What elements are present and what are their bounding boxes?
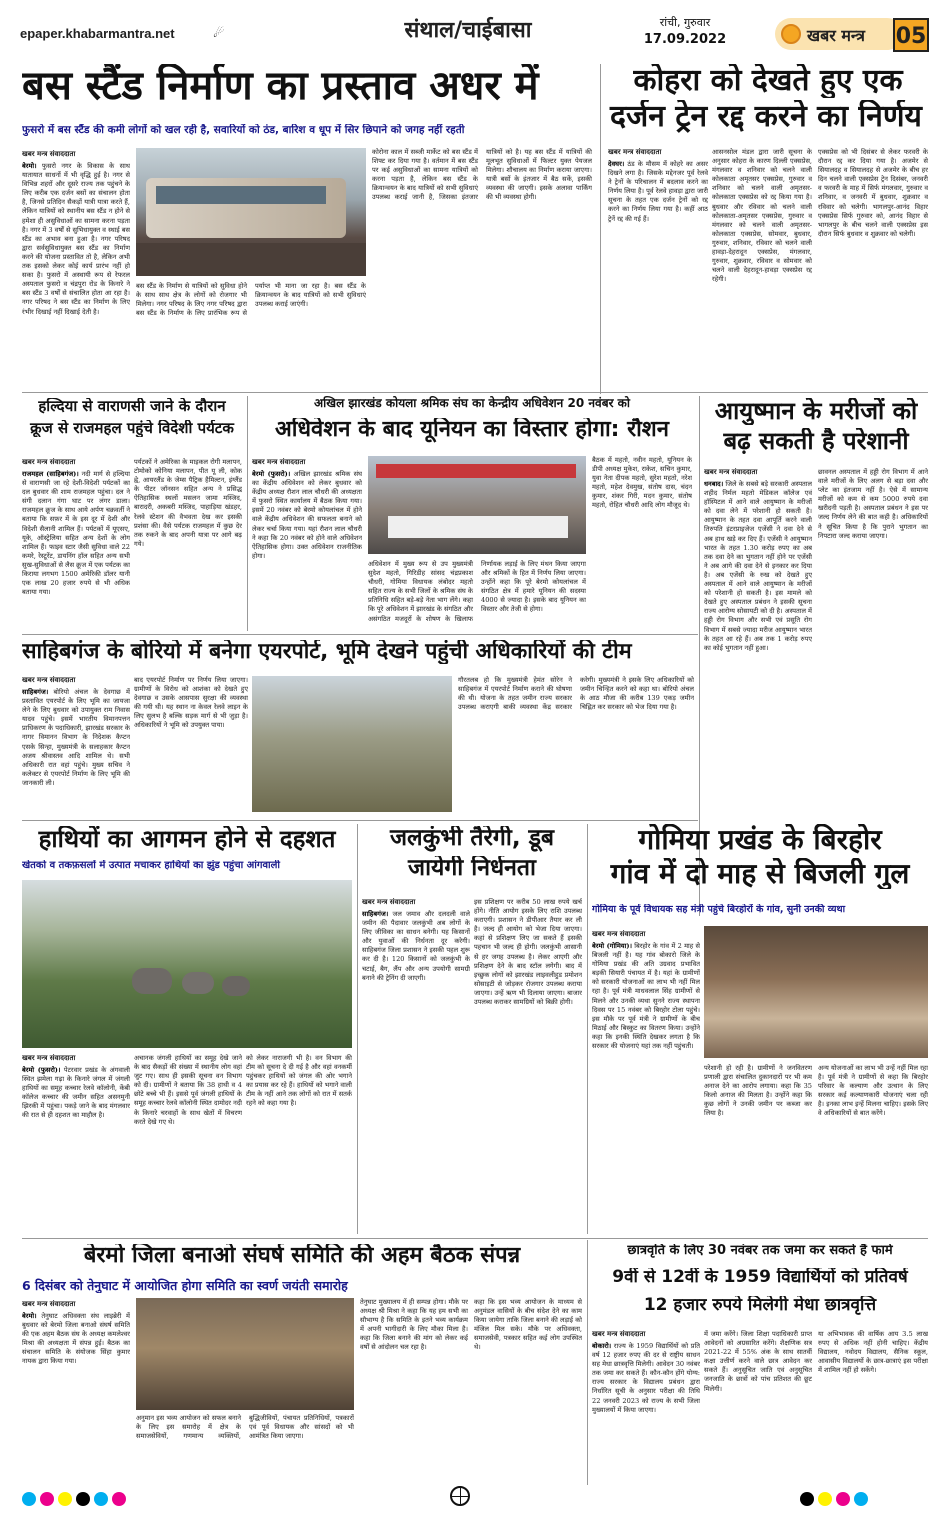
issue-date: 17.09.2022 <box>643 31 727 47</box>
paragraph: गौरतलब हो कि मुख्यमंत्री हेमंत सोरेन ने साहिबगंज में एयरपोर्ट निर्माण कराने की घोषणा की थी। योजना के तहत जमीन राज्य सरकार उपलब्ध कराएगी बाकी व्यवस्था केंद्र सरकार करेगी। मुख्यमंत्री ने इसके लिए अधिकारियों को जमीन चिन्हित करने को कहा था। बोरियो अंचल के आठ मौजा की करीब 139 एकड़ जमीन चिह्नित कर सरकार को भेज दिया गया है। <box>458 676 694 712</box>
paragraph: जिले के सबसे बड़े सरकारी अस्पताल शहीद निर्मल महतो मेडिकल कॉलेज एवं हॉस्पिटल में आने वाले आयुष्मान के मरीजों को दवा लेने में परेशानी हो सकती है। आयुष्मान के तहत दवा आपूर्ति करने वाली तिरुपति इंटरप्राइजेज एजेंसी ने दवा देने से अब हाथ खड़े कर दिए हैं। एजेंसी ने आयुष्मान भारत के तहत 1.30 करोड़ रुपए का अब तक दवा देने का भुगतान नहीं होने पर एजेंसी ने अब आगे की दवा देने से इनकार कर दिया है। <box>704 480 812 579</box>
section-banner <box>368 14 568 54</box>
section-title: संथाल/चाईबासा <box>404 18 532 43</box>
cruise-col1 <box>22 458 130 628</box>
paragraph: अनुमान इस भव्य आयोजन को सफल बनाने के लिए इस समारोह में क्षेत्र के समाजसेवियों, गणमान्य व्यक्तियों, बुद्धिजीवियों, पंचायत प्रतिनिधियों, पत्रकारों एवं पूर्व विधायक और सांसदों को भी आमंत्रित किया जाएगा। <box>136 1414 354 1441</box>
union-meeting-photo <box>368 456 586 554</box>
paragraph: इस प्रशिक्षण पर करीब 50 लाख रुपये खर्च होंगे। नीति आयोग इसके लिए राशि उपलब्ध कराएगी। प्रशासन ने डीपीआर तैयार कर ली है। जल्द ही आयोग को भेजा दिया जाएगा। कहां से प्रशिक्षण लिए जा सकते हैं इसकी पहचान भी जल्द ही होगी। जलकुंभी आसानी से हर जगह उपलब्ध है। <box>474 898 582 961</box>
byline: खबर मन्त्र संवाददाता <box>22 458 76 466</box>
paragraph: एक्सप्रेस को भी दिसंबर से लेकर फरवरी के दौरान रद्द कर दिया गया है। अजमेर से सियालदह व सियालदह से अजमेर के बीच हर दिन चलने वाली एक्सप्रेस ट्रेन दिसंबर, जनवरी व फरवरी के माह में सिर्फ मंगलवार, गुरुवार व शनिवार, व जनवरी में बुधवार, शुक्रवार व रविवार को चलेगी। <box>818 148 928 211</box>
brand-badge <box>775 18 903 50</box>
airport-headline: साहिबगंज के बोरियो में बनेगा एयरपोर्ट, भूमि देखने पहुंची अधिकारियों की टीम <box>22 640 632 664</box>
paragraph: कहा कि इस भव्य आयोजन के माध्यम से अनुमंडल वासियों के बीच संदेश देने का काम किया जायेगा ताकि जिला बनाने की लड़ाई को मंजिल मिल सके। मौके पर अधिवक्ता, समाजसेवी, पत्रकार सहित कई लोग उपस्थित थे। <box>474 1298 582 1352</box>
fog-col2 <box>712 148 812 388</box>
cruise-headline-2: क्रूज से राजमहल पहुंचे विदेशी पर्यटक <box>30 420 234 437</box>
elephants-photo <box>22 880 352 1048</box>
paragraph: बैठक में महतो, नवीन महतो, यूनियन के डीपी अध्यक्ष मुकेश, राकेश, सचिन कुमार, युवा नेता दीपक महतो, सुरेश महतो, नरेश महतो, महेश देवमुख, संतोष दास, चंदन कुमार, शंकर गिरी, मदन कुमार, संतोष महतो, रोहित चौधरी आदि लोग मौजूद थे। <box>592 456 692 510</box>
dateline: राजमहल (साहिबगंज)। <box>22 470 79 478</box>
airport-officials-photo <box>252 676 452 812</box>
gomia-col1 <box>592 930 700 1235</box>
dateline: बेरमो (फुसरो)। <box>22 1066 61 1074</box>
scholarship-col2 <box>704 1330 812 1480</box>
paragraph: लेकर आएगी और प्रशिक्षण देने के बाद स्टॉल लगेगी। बाद में इच्छुक लोगों को झारखंड लाइवलीहुड प्रमोशन सोसाइटी से जोड़कर रोजगार उपलब्ध कराया जाएगा। उन्हें ऋण भी दिलाया जाएगा। बाजार उपलब्ध कराकर सामग्रियों को बिक्री होगी। <box>474 952 582 1007</box>
registration-marks-left <box>22 1488 342 1508</box>
paragraph: बिरहोर के गांव में 2 माह से बिजली नहीं है। यह गांव बोकारो जिले के गोमिया प्रखंड की अति उग्रवाद प्रभावित बड़की सियारी पंचायत में है। यहां के ग्रामीणों को सरकारी योजनाओं का लाभ भी नहीं मिल रहा है। <box>592 942 700 996</box>
byline: खबर मन्त्र संवाददाता <box>362 898 416 906</box>
byline: खबर मन्त्र संवाददाता <box>22 150 76 158</box>
fog-col3 <box>818 148 928 388</box>
byline: खबर मन्त्र संवाददाता <box>22 1054 76 1062</box>
paragraph: पूर्व मंत्री माधवलाल सिंह ग्रामीणों से मिलने और उनकी व्यथा सुनने राज्य स्थापना दिवस पर 15 नवंबर को बिरहोर टोला पहुंचे। इस मौके पर पूर्व मंत्री ने ग्रामीणों के बीच मिठाई और बिस्कुट का वितरण किया। उन्होंने कहा कि इनकी स्थिति देखकर लगता है कि सरकार की योजनाएं यहां तक नहीं पहुंचती। <box>592 987 700 1051</box>
brand-name: खबर मन्त्र <box>807 26 865 45</box>
city-day: रांची, गुरुवार <box>659 16 711 29</box>
dateline: बेरमो। <box>22 1312 37 1320</box>
elephants-col3 <box>246 1054 352 1234</box>
dateline: धनबाद। <box>704 480 724 488</box>
paragraph: तेनुघाट अधिवक्ता संघ लाइब्रेरी में बुधवार को बेरमो जिला बनाओ संघर्ष समिति की एक अहम बैठक संघ के अध्यक्ष कमलेश्वर मिश्रा की अध्यक्षता में संपन्न हुई। बैठक का संचालन समिति के संयोजक सिंहा कुमार नायक द्वारा किया गया। <box>22 1312 130 1366</box>
ayushman-headline-2: बढ़ सकती है परेशानी <box>723 428 909 455</box>
paragraph: जल जमाव और दलदली वाले जमीन की पैदावार जलकुंभी अब लोगों के लिए जीविका का साधन बनेगी। यह किसानों और युवाओं की निर्धनता दूर करेगी। साहिबगंज जिला प्रशासन ने इसकी पहल शुरू कर दी है। 120 किसानों को जलकुंभी के चटाई, बैग, लैंप और अन्य उपयोगी सामग्री बनाने की ट्रेनिंग दी जाएगी। <box>362 910 470 982</box>
dateline: बेरमो (फुसरो)। <box>252 470 291 478</box>
elephants-subhead: खेतको व तकफ़सलों में उत्पात मचाकर हाथियों का झुंड पहुंचा आंगवाली <box>22 860 281 871</box>
jalkumbhi-col1 <box>362 898 470 1233</box>
bus-photo <box>136 148 366 276</box>
dateline: साहिबगंज। <box>362 910 389 918</box>
paragraph: पेटरवार प्रखंड के अंगवाली स्थित झमेला गढ़ा के किनारे जंगल में जंगली हाथियों का समूह कच्चार रेलवे कॉलोनी, केंबी कॉलेज कच्चार की जमीन सहित असनमुनी झिरकी में पहुंचा। पकड़े जाने के बाद मंगलवार की रात से ही दहशत का माहौल है। <box>22 1066 130 1120</box>
paragraph: भागलपुर-आनंद विहार एक्सप्रेस सिर्फ गुरुवार को, आनंद विहार से भागलपुर के बीच चलने वाली एक्सप्रेस इस दौरान सिर्फ बुधवार व शुक्रवार को चलेगी। <box>818 202 928 238</box>
scholarship-col3 <box>818 1330 928 1480</box>
bermo-col4 <box>474 1298 582 1480</box>
paragraph: अब एजेंसी के रुख को देखते हुए अस्पताल में आने वाले आयुष्मान के मरीजों को परेशानी हो सकती है। इस मामले को देखते हुए अस्पताल प्रबंधन ने इसकी सूचना राज्य आरोग्य सोसायटी को दी है। अस्पताल में हड्डी रोग विभाग और सभी एवं प्रसूति रोग विभाग में सबसे ज्यादा मरीज आयुष्मान भारत के तहत आ रहे हैं। अब तक 1 करोड़ रुपए का कोई भुगतान नहीं हुआ। <box>704 570 812 652</box>
union-col2 <box>368 560 586 630</box>
elephants-headline: हाथियों का आगमन होने से दहशत <box>38 826 336 853</box>
bus-stand-col3 <box>372 148 592 387</box>
gomia-col2 <box>704 1064 812 1234</box>
paragraph: तेनुघाट मुख्यालय में ही सम्पन्न होगा। मौके पर अध्यक्ष श्री मिश्रा ने कहा कि यह हम सभी का सौभाग्य है कि समिति के इतने भव्य कार्यक्रम में अपनी भागीदारी के लिए मौका मिला है। कहा कि जिला बनाने की मांग को लेकर कई वर्षों से आंदोलन चल रहा है। <box>360 1298 468 1352</box>
dateline: देवघर। <box>608 160 625 168</box>
bus-stand-col2 <box>136 282 366 387</box>
page-number: 05 <box>893 18 929 52</box>
bermo-meeting-photo <box>136 1298 354 1410</box>
gomia-headline-2: गांव में दो माह से बिजली गुल <box>610 858 910 890</box>
fog-col1 <box>608 148 708 388</box>
scholarship-headline-2: 12 हजार रुपये मिलेगी मेधा छात्रवृत्ति <box>643 1296 877 1315</box>
union-col3 <box>592 456 692 630</box>
byline: खबर मन्त्र संवाददाता <box>592 1330 646 1338</box>
bus-stand-col1 <box>22 150 130 385</box>
paragraph: को लेकर नाराजगी भी है। वन विभाग की टीम को सूचना दे दी गई है और वहां वनकर्मी पहुंचकर हाथियों को जंगल की ओर भगाने का प्रयास कर रहे हैं। हाथियों को भगाने वाली टीम के नहीं आने तक लोगों को रात में सतर्क रहने को कहा गया है। <box>246 1054 352 1108</box>
bus-stand-subhead: फुसरो में बस स्टैंड की कमी लोगों को खल रही है, सवारियों को ठंड, बारिश व धूप में सिर छिपाने को जगह नहीं रहती <box>22 124 465 136</box>
paragraph: नदी मार्ग से हल्दिया से वाराणसी जा रहे देशी-विदेशी पर्यटकों का दल बुधवार की शाम राजमहल पहुंचा। दल ने संगी दलान गंगा घाट पर लंगर डाला। राजमहल क्रूज के साथ आये अर्पण चक्रवर्ती ने बताया कि सफ़र में के इस दूर में देशी और विदेशी सैलानी शामिल हैं। पर्यटकों में यूएसए, यूके, ऑस्ट्रेलिया सहित अन्य देशों के लोग शामिल हैं। फाइव स्टार जैसी सुविधा वाले 22 कमरे, रेस्टूरेंट, डायनिंग हॉल सहित अन्य सभी सुख-सुविधाओं से लैस क्रूज में एक पर्यटक का किराया लगभग 1500 अमेरिकी डॉलर यानी एक लाख 20 हजार रुपये से भी अधिक बताया गया। <box>22 470 130 597</box>
union-kicker: अखिल झारखंड कोयला श्रमिक संघ का केन्द्रीय अधिवेशन 20 नवंबर को <box>313 396 630 410</box>
paragraph: पर्यटकों ने अमेरिका के माइकल रोगी मलापन, टोमोको कोनिया मलापन, पीत यू ली, कोक ह्वे, आयरलैंड के जेम्स पैट्रिक हैमिल्टन, इंग्लैंड के पीटर जॉनसन सहित अन्य ने प्रसिद्ध ऐतिहासिक स्थलों मसलन जामा मस्जिद, बारादरी, अकबरी मस्जिद, पाहाड़िया खंडहर, रेलवे स्टेशन की वैभवता देख कर इसकी प्रशंसा की। वैसे पर्यटक राजमहल में कुछ देर तक रुकने के बाद अपनी यात्रा पर आगे बढ़ गये। <box>134 458 242 548</box>
gomia-villagers-photo <box>704 926 928 1058</box>
paragraph: अन्य योजनाओं का लाभ भी उन्हें नहीं मिल रहा है। पूर्व मंत्री ने ग्रामीणों से कहा कि बिरहोर परिवार के कल्याण और उत्थान के लिए सरकार कई कल्याणकारी योजनाएं चला रही है। इनका लाभ इन्हें मिलना चाहिए। इसके लिए वे अधिकारियों से बात करेंगे। <box>818 1064 928 1118</box>
gomia-col3 <box>818 1064 928 1234</box>
union-col1 <box>252 458 362 630</box>
paragraph: नगर में 3 वर्षों से सुभिधायुक्त व स्थाई बस स्टैंड का अभाव बना हुआ है। नगर परिषद द्वारा सर्वसुविधायुक्त बस स्टैंड का निर्माण करने की योजना प्रस्तावित तो है, लेकिन अभी तक इसको लेकर कोई कार्य प्रारंभ नहीं हो सका है। फुसरो में अस्थायी रूप से रेफरल अस्पताल फुसरो व चंद्रपुरा रोड के किनारे ने बस स्टैंड 3 वर्षों से संचालित होता आ रहा है। नगर परिषद ने बस स्टैंड का निर्माण के लिए रंभीर दिखाई नहीं दिखाई देती है। <box>22 225 130 316</box>
paragraph: बस स्टैंड के निर्माण से यात्रियों को सुविधा होने के साथ साथ क्षेत्र के लोगों को रोजगार भी मिलेगा। नगर परिषद के लिए नगर परिषद द्वारा बस स्टैंड के निर्माण के लिए प्रारंभिक रूप से पर्याप्त भी माना जा रहा है। बस स्टैंड के क्रियान्वयन के बाद यात्रियों को सभी सुविधाएं उपलब्ध कराई जाएंगी। <box>136 282 366 318</box>
gomia-headline-1: गोमिया प्रखंड के बिरहोर <box>638 824 882 856</box>
dateline: बेरमो। <box>22 162 37 170</box>
dateline: बेरमो (गोमिया)। <box>592 942 632 950</box>
paragraph: ठंड के मौसम में कोहरे का असर दिखने लगा है। जिसके मद्देनजर पूर्व रेलवे ने ट्रेनों के परिचालन में बदलाव करने का निर्णय लिया है। पूर्व रेलवे हावड़ा द्वारा जारी सूचना के तहत एक दर्जन ट्रेनों को रद्द करने का निर्णय लिया गया है। कहीं आठ ट्रेनें रद्द की गई हैं। <box>608 160 708 223</box>
jalkumbhi-headline-2: जायेगी निर्धनता <box>408 856 536 881</box>
jalkumbhi-headline-1: जलकुंभी तैरेगी, डूब <box>389 826 555 851</box>
dateline: बोकारो। <box>592 1342 612 1350</box>
scholarship-kicker: छात्रवृति के लिए 30 नवंबर तक जमा कर सकते हैं फार्म <box>627 1244 893 1258</box>
bermo-subhead: 6 दिसंबर को तेनुघाट में आयोजित होगा समिति का स्वर्ण जयंती समारोह <box>22 1278 348 1293</box>
byline: खबर मन्त्र संवाददाता <box>592 930 646 938</box>
elephants-col1 <box>22 1054 130 1234</box>
paragraph: राज्य के 1959 विद्यार्थियों को प्रति वर्ष 12 हजार रुपए की दर से राष्ट्रीय साधन सह मेधा छात्रवृत्ति मिलेगी। आवेदन 30 नवंबर तक जमा कर सकते हैं। कौन-कौन होंगे योग्य: राज्य सरकार के विद्यालय प्रबंधन द्वारा निर्धारित सूची के अनुसार परीक्षा की तिथि 22 जनवरी 2023 को राज्य के सभी जिला मुख्यालयों में किया जाएगा। <box>592 1342 700 1414</box>
bermo-col1 <box>22 1300 130 1480</box>
paragraph: अचानक जंगली हाथियों का समूह देखे जाने के बाद सैकड़ों की संख्या में स्थानीय लोग वहां जुट गए। साथ ही इसकी सूचना वन विभाग को दी। ग्रामीणों ने बताया कि 38 हाथी व 4 छोटे बच्चे भी हैं। इससे पूर्व जंगली हाथियों के समूह कच्चार रेलवे कॉलोनी स्थित दामोदर नदी के किनारे चरवाहों के साथ खेतों में विचरण करते देखे गए थे। <box>134 1054 242 1126</box>
airport-col1 <box>22 676 130 816</box>
paragraph: में जमा करेंगे। जिला शिक्षा पदाधिकारी प्राप्त आवेदनों को अग्रसारित करेंगे। शैक्षणिक सत्र 2021-22 में 55% अंक के साथ सातवीं कक्षा उत्तीर्ण करने वाले छात्र आवेदन कर सकते हैं। अनुसूचित जाति एवं अनुसूचित जनजाति के छात्रों को पांच प्रतिशत की छूट मिलेगी। <box>704 1330 812 1393</box>
brand-logo-icon <box>781 24 801 44</box>
cruise-headline-1: हल्दिया से वाराणसी जाने के दौरान <box>38 398 226 415</box>
paragraph: फुसरो नगर के विकास के साथ यातायात साधनों में भी वृद्धि हुई है। नगर से विभिन्न शहरों और दूसरे राज्य तक पहुंचने के लिए करीब एक दर्जन बसों का संचालन होता है, जिनसे प्रतिदिन सैकड़ों यात्री यात्रा करते हैं, लेकिन यात्रियों को स्थानीय बस स्टैंड न होने से हमेशा ही असुविधाओं का सामना करना पड़ता है। <box>22 162 130 234</box>
cruise-col2 <box>134 458 242 628</box>
byline: खबर मन्त्र संवाददाता <box>22 676 76 684</box>
scholarship-col1 <box>592 1330 700 1480</box>
fog-headline-2: दर्जन ट्रेन रद्द करने का निर्णय <box>610 100 922 134</box>
bermo-col2 <box>136 1414 354 1480</box>
paragraph: कोरोना काल में सब्जी मार्केट को बस स्टैंड में शिफ्ट कर दिया गया है। वर्तमान में बस स्टैंड पर कई असुविधाओं का सामना यात्रियों को करना पड़ता है, लेकिन बस स्टैंड के क्रियान्वयन के बाद यात्रियों को सभी सुविधाएं उपलब्ध कराई जानी है, जिसका इंतजार यात्रियों को है। यह बस स्टैंड में यात्रियों की मूलभूत सुविधाओं में फिल्टर युक्त पेयजल मिलेगा। शौचालय का निर्माण कराया जाएगा। यात्री बसों के इंतजार में बैठ सकें, इसकी व्यवस्था की जाएगी। इसके अलावा पार्किंग की भी व्यवस्था होगी। <box>372 148 592 202</box>
scholarship-headline-1: 9वीं से 12वीं के 1959 विद्यार्थियों को प्रतिवर्ष <box>612 1268 908 1287</box>
cursor-icon: ☄ <box>213 26 225 41</box>
jalkumbhi-col2 <box>474 898 582 1233</box>
fog-headline-1: कोहरा को देखते हुए एक <box>633 64 903 98</box>
paragraph: बाद एयरपोर्ट निर्माण पर निर्णय लिया जाएगा। ग्रामीणों के विरोध को आशंका को देखते हुए देवगाछ व उसके आसपास सुरक्षा की व्यवस्था की गयी थी। यह स्थान ना केवल रेलवे लाइन के लिए सुलभ है बल्कि सड़क मार्ग से भी जुड़ा है। अधिकारियों ने भूमि को उपयुक्त पाया। <box>134 676 248 730</box>
byline: खबर मन्त्र संवाददाता <box>252 458 306 466</box>
dateline-box <box>610 16 760 52</box>
bermo-headline: बेरमो जिला बनाओ संघर्ष समिति की अहम बैठक संपन्न <box>83 1244 521 1268</box>
masthead <box>0 0 945 58</box>
paragraph: अखिल झारखंड श्रमिक संघ का केंद्रीय अधिवेशन को लेकर बुधवार को केंद्रीय अध्यक्ष रौशन लाल चौधरी की अध्यक्षता में फुसरो स्थित कार्यालय में बैठक किया गया। इसमें 20 नवंबर को बेरमो कोयलांचल में होने वाले केंद्रीय अधिवेशन की सफलता बनाने को लेकर चर्चा किया गया। यहां रौशन लाल चौधरी ने कहा कि 20 नवंबर को होने वाले अधिवेशन ऐतिहासिक होगा। उक्त अधिवेशन राजनीतिक होगा। <box>252 470 362 560</box>
gomia-subhead: गोमिया के पूर्व विधायक सह मंत्री पहुंचे बिरहोरों के गांव, सुनी उनकी व्यथा <box>592 904 846 915</box>
paragraph: आसनसोल मंडल द्वारा जारी सूचना के अनुसार कोहरा के कारण दिल्ली एक्सप्रेस, मंगलवार व शनिवार को चलने वाली कोलकाता अमृतसर एक्सप्रेस, गुरुवार व शनिवार को चलने वाली अमृतसर-कोलकाता एक्सप्रेस को रद्द किया गया है। बुधवार और रविवार को चलने वाली कोलकाता-अमृतसर एक्सप्रेस, गुरुवार व मंगलवार को चलने वाली अमृतसर-कोलकाता एक्सप्रेस, सोमवार, बुधवार, गुरुवार, शनिवार, रविवार को चलने वाली हावड़ा-देहरादून एक्सप्रेस, मंगलवार, गुरुवार, शुक्रवार, रविवार व सोमवार को चलने वाली देहरादून-हावड़ा एक्सप्रेस रद्द रहेगी। <box>712 148 812 284</box>
paragraph: छावनल अस्पताल में हड्डी रोग विभाग में आने वाले मरीजों के लिए अलग से बड़ा दवा और प्लेट का इंतजाम नहीं है। ऐसे में सामान्य मरीजों को कम से कम 5000 रुपये दवा खरीदनी पड़ती है। अस्पताल प्रबंधन ने इस पर जल्द निर्णय लेने की बात कही है। अधिकारियों ने सूचित किया है कि पुराने भुगतान का निपटारा जल्द कराया जाएगा। <box>818 468 928 540</box>
paragraph: या अभिभावक की वार्षिक आय 3.5 लाख रुपए से अधिक नहीं होनी चाहिए। केंद्रीय विद्यालय, नवोदय विद्यालय, सैनिक स्कूल, आवासीय विद्यालयों के छात्र-छात्राएं इस परीक्षा में शामिल नहीं हो सकेंगे। <box>818 1330 928 1375</box>
byline: खबर मन्त्र संवाददाता <box>608 148 662 156</box>
masthead-site[interactable]: epaper.khabarmantra.net <box>20 26 175 41</box>
dateline: साहिबगंज। <box>22 688 49 696</box>
paragraph: बोरियो अंचल के देवगाछ में प्रस्तावित एयरपोर्ट के लिए भूमि का जायजा लेने के लिए बुधवार को उपायुक्त राम निवास यादव पहुंचे। इसमें भारतीय विमानपत्तन प्राधिकरण के पदाधिकारी, झारखंड सरकार के नागर विमानन विभाग के निदेशक कैप्टन एसके सिन्हा, मुख्यमंत्री के सलाहकार कैप्टन अजय श्रीवास्तव आदि शामिल थे। सभी अधिकारी रात वहां पहुंचे। मुख्य सचिव ने कलेक्टर से एयरपोर्ट निर्माण के लिए भूमि की जानकारी ली। <box>22 688 130 787</box>
byline: खबर मन्त्र संवाददाता <box>704 468 758 476</box>
crosshair-icon <box>450 1486 470 1506</box>
paragraph: अधिवेशन में मुख्य रूप से उप मुख्यमंत्री सुदेश महतो, गिरिडीह सांसद चंद्रप्रकाश चौधरी, गोमिया विधायक लंबोदर महतो सहित राज्य के सभी जिलों के श्रमिक संघ के प्रतिनिधि सहित बड़े-बड़े नेता भाग लेंगे। कहा कि पूरे अधिवेशन में झारखंड के संगठित और असंगठित मजदूरों के शोषण के खिलाफ निर्णायक लड़ाई के लिए मंथन किया जाएगा और श्रमिकों के हित में निर्णय लिया जाएगा। उन्होंने कहा कि पूरे बेरमो कोयलांचल में संगठित क्षेत्र में हमारे यूनियन की सदस्या 4000 से ज्यादा है। इसके बाद यूनियन का विस्तार और तेजी से होगा। <box>368 560 586 623</box>
union-headline: अधिवेशन के बाद यूनियन का विस्तार होगा: रौशन <box>275 418 669 442</box>
bus-stand-headline: बस स्टैंड निर्माण का प्रस्ताव अधर में <box>22 64 539 109</box>
airport-col2 <box>134 676 248 816</box>
byline: खबर मन्त्र संवाददाता <box>22 1300 76 1308</box>
bermo-col3 <box>360 1298 468 1480</box>
ayushman-headline-1: आयुष्मान के मरीजों को <box>714 398 918 425</box>
elephants-col2 <box>134 1054 242 1234</box>
airport-col3 <box>458 676 694 816</box>
registration-marks-right <box>800 1488 930 1508</box>
paragraph: परेशानी हो रही है। ग्रामीणों ने जनवितरण प्रणाली द्वारा संचालित दुकानदारों पर भी कम अनाज देने का आरोप लगाया। कहा कि 35 किलो अनाज की मिलता है। उन्होंने कहा कि कुछ लोगों ने उनकी जमीन पर कब्जा कर लिया है। <box>704 1064 812 1118</box>
